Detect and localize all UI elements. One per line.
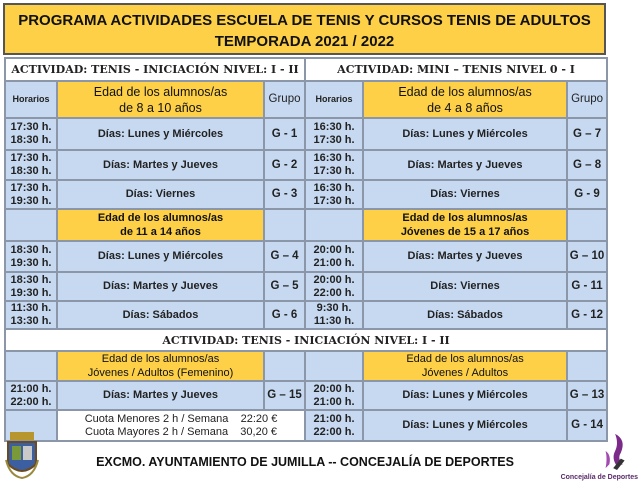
age-range: de 8 a 10 años <box>119 100 202 115</box>
time-cell <box>305 180 363 209</box>
time-cell <box>5 381 57 410</box>
age-group-11-14 <box>57 209 264 241</box>
table-row <box>5 241 607 272</box>
group-cell: G - 6 <box>264 301 305 329</box>
age-label: Edad de los alumnos/as <box>398 84 532 99</box>
footer-text: EXCMO. AYUNTAMIENTO DE JUMILLA -- CONCEJALÍA DE DEPORTES <box>96 455 514 469</box>
page-title <box>3 3 606 55</box>
concejalia-logo-text: Concejalía de Deportes <box>560 474 638 481</box>
cell-text: 16:30 h. <box>313 152 355 164</box>
cell-text: 16:30 h. <box>313 121 355 133</box>
activity-header-right: ACTIVIDAD: MINI – TENIS NIVEL 0 - I <box>305 58 607 81</box>
group-cell: G – 15 <box>264 381 305 410</box>
group-cell: G – 13 <box>567 381 607 410</box>
age-group-adults-female <box>57 351 264 381</box>
table-row <box>5 118 607 150</box>
time-cell <box>305 272 363 301</box>
group-cell: G - 9 <box>567 180 607 209</box>
cell-text: 17:30 h. <box>10 152 52 164</box>
cell-text: 17:30 h. <box>313 165 355 177</box>
group-cell: G - 1 <box>264 118 305 150</box>
cell-text: 20:00 h. <box>313 273 355 286</box>
header-grupo: Grupo <box>567 81 607 118</box>
time-cell <box>305 241 363 272</box>
cell-text: 11:30 h. <box>313 315 355 327</box>
empty-cell <box>264 351 305 381</box>
cell-text: Edad de los alumnos/as <box>402 212 528 224</box>
cell-text: 22:00 h. <box>10 395 52 408</box>
days-cell: Días: Martes y Jueves <box>363 241 567 272</box>
time-cell <box>5 301 57 329</box>
days-cell: Días: Sábados <box>363 301 567 329</box>
cell-text: 17:30 h. <box>10 121 52 133</box>
fees-cell <box>57 410 305 441</box>
time-cell <box>305 381 363 410</box>
age-group-8-10 <box>57 81 264 118</box>
empty-cell <box>305 351 363 381</box>
cell-text: 17:30 h. <box>313 134 355 146</box>
cell-text: de 11 a 14 años <box>120 226 201 238</box>
cell-text: 17:30 h. <box>313 194 355 207</box>
cell-text: 9:30 h. <box>316 302 352 314</box>
cell-text: 21:00 h. <box>10 382 52 395</box>
time-cell <box>305 410 363 441</box>
age-group-adults <box>363 351 567 381</box>
days-cell: Días: Sábados <box>57 301 264 329</box>
group-cell: G – 10 <box>567 241 607 272</box>
group-cell: G - 2 <box>264 150 305 180</box>
days-cell: Días: Viernes <box>363 272 567 301</box>
time-cell <box>305 118 363 150</box>
group-cell: G – 7 <box>567 118 607 150</box>
group-cell: G – 5 <box>264 272 305 301</box>
age-label: Edad de los alumnos/as <box>93 84 228 99</box>
table-row <box>5 301 607 329</box>
empty-cell <box>5 209 57 241</box>
days-cell: Días: Lunes y Miércoles <box>57 118 264 150</box>
cell-text: Edad de los alumnos/as <box>97 212 224 224</box>
cell-text: 18:30 h. <box>10 273 52 286</box>
table-row <box>5 150 607 180</box>
time-cell <box>5 241 57 272</box>
fee-mayores: Cuota Mayores 2 h / Semana 30,20 € <box>85 425 278 438</box>
activity-header-adults: ACTIVIDAD: TENIS - INICIACIÓN NIVEL: I - II <box>5 329 607 351</box>
days-cell: Días: Martes y Jueves <box>57 150 264 180</box>
schedule-table <box>4 57 608 442</box>
empty-cell <box>567 209 607 241</box>
cell-text: 18:30 h. <box>10 134 52 146</box>
title-line-1: PROGRAMA ACTIVIDADES ESCUELA DE TENIS Y CURSOS TENIS DE ADULTOS <box>18 12 591 29</box>
cell-text: 18:30 h. <box>10 165 52 177</box>
cell-text: 18:30 h. <box>10 243 52 256</box>
fee-menores: Cuota Menores 2 h / Semana 22:20 € <box>84 412 278 425</box>
cell-text: Jóvenes / Adultos <box>421 367 509 379</box>
age-group-15-17 <box>363 209 567 241</box>
empty-cell <box>264 209 305 241</box>
days-cell: Días: Lunes y Miércoles <box>363 410 567 441</box>
table-row <box>5 272 607 301</box>
age-range: de 4 a 8 años <box>427 100 503 115</box>
activity-header-left: ACTIVIDAD: TENIS - INICIACIÓN NIVEL: I - II <box>5 58 305 81</box>
concejalia-deportes-logo <box>598 430 636 472</box>
days-cell: Días: Martes y Jueves <box>363 150 567 180</box>
days-cell: Días: Lunes y Miércoles <box>363 118 567 150</box>
cell-text: 21:00 h. <box>313 256 355 269</box>
header-grupo: Grupo <box>264 81 305 118</box>
cell-text: Jóvenes de 15 a 17 años <box>400 226 530 238</box>
cell-text: 20:00 h. <box>313 243 355 256</box>
cell-text: 19:30 h. <box>10 256 52 269</box>
header-horarios: Horarios <box>5 81 57 118</box>
days-cell: Días: Lunes y Miércoles <box>363 381 567 410</box>
cell-text: 17:30 h. <box>10 181 52 194</box>
empty-cell <box>305 209 363 241</box>
cell-text: Jóvenes / Adultos (Femenino) <box>87 367 234 379</box>
group-cell: G – 4 <box>264 241 305 272</box>
table-row <box>5 410 607 441</box>
group-cell: G – 8 <box>567 150 607 180</box>
title-line-2: TEMPORADA 2021 / 2022 <box>214 33 395 50</box>
time-cell <box>5 118 57 150</box>
days-cell: Días: Viernes <box>363 180 567 209</box>
cell-text: 21:00 h. <box>313 395 355 408</box>
empty-cell <box>5 351 57 381</box>
jumilla-crest-logo <box>4 430 40 480</box>
cell-text: 20:00 h. <box>313 382 355 395</box>
group-cell: G - 11 <box>567 272 607 301</box>
cell-text: 19:30 h. <box>10 194 52 207</box>
group-cell: G - 12 <box>567 301 607 329</box>
table-row <box>5 180 607 209</box>
cell-text: 21:00 h. <box>313 412 355 425</box>
cell-text: 16:30 h. <box>313 181 355 194</box>
age-group-4-8 <box>363 81 567 118</box>
days-cell: Días: Martes y Jueves <box>57 381 264 410</box>
cell-text: 13:30 h. <box>10 315 52 327</box>
time-cell <box>305 301 363 329</box>
cell-text: 22:00 h. <box>313 286 355 299</box>
cell-text: 19:30 h. <box>10 286 52 299</box>
table-row <box>5 381 607 410</box>
group-cell: G - 14 <box>567 410 607 441</box>
time-cell <box>5 150 57 180</box>
empty-cell <box>567 351 607 381</box>
days-cell: Días: Lunes y Miércoles <box>57 241 264 272</box>
cell-text: Edad de los alumnos/as <box>406 353 524 365</box>
group-cell: G - 3 <box>264 180 305 209</box>
days-cell: Días: Viernes <box>57 180 264 209</box>
time-cell <box>5 272 57 301</box>
cell-text: 11:30 h. <box>10 302 52 314</box>
time-cell <box>5 180 57 209</box>
time-cell <box>305 150 363 180</box>
days-cell: Días: Martes y Jueves <box>57 272 264 301</box>
cell-text: 22:00 h. <box>313 425 355 438</box>
cell-text: Edad de los alumnos/as <box>101 353 220 365</box>
header-horarios: Horarios <box>305 81 363 118</box>
